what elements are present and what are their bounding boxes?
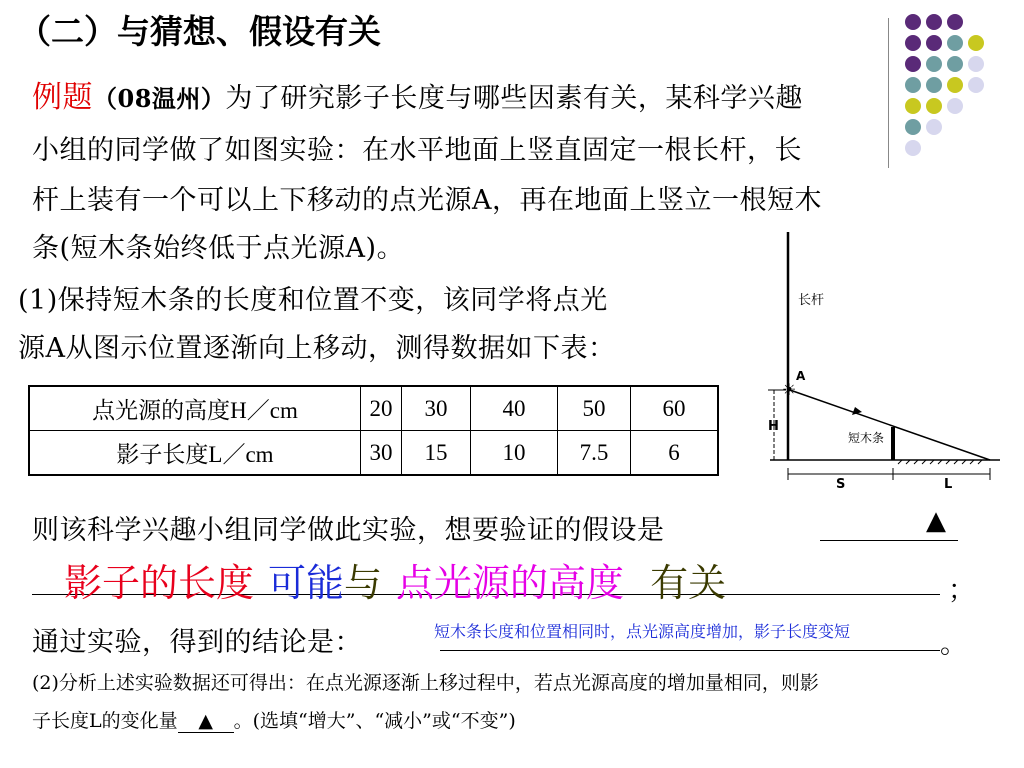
stick-label: 短木条 <box>848 431 885 445</box>
decorative-divider <box>888 18 889 168</box>
row-header: 影子长度L／cm <box>29 431 361 476</box>
experiment-diagram <box>760 222 1024 492</box>
decorative-dot <box>926 77 942 93</box>
decorative-dot <box>926 98 942 114</box>
q2-blank <box>178 710 234 733</box>
decorative-dot <box>905 98 921 114</box>
page-title: （二）与猜想、假设有关 <box>18 12 381 51</box>
q2-suffix: 。(选填“增大”、“减小”或“不变”) <box>233 710 516 732</box>
semicolon: ； <box>948 575 976 606</box>
table-cell: 7.5 <box>558 431 631 476</box>
decorative-dot <box>926 14 942 30</box>
l-label: L <box>944 477 953 492</box>
example-line-3: 杆上装有一个可以上下移动的点光源A，再在地面上竖立一根短木 <box>32 185 822 216</box>
decorative-dot <box>947 35 963 51</box>
answer-blank <box>820 540 958 541</box>
answer-part: 影子的长度 <box>64 561 255 605</box>
table-cell: 60 <box>631 386 719 431</box>
data-table <box>28 385 719 476</box>
table-cell: 30 <box>402 386 471 431</box>
decorative-dot <box>905 119 921 135</box>
example-line-4: 条(短木条始终低于点光源A)。 <box>32 233 405 264</box>
hypothesis-prompt: 则该科学兴趣小组同学做此实验，想要验证的假设是 <box>32 515 665 546</box>
answer-marker-icon: ▲ <box>926 506 946 536</box>
conclusion-blank <box>440 650 940 651</box>
answer-marker-icon: ▲ <box>198 710 213 732</box>
decorative-dot <box>968 35 984 51</box>
decorative-dot <box>926 119 942 135</box>
decorative-dot <box>905 77 921 93</box>
light-source-icon: ☀ <box>782 380 797 399</box>
table-cell: 15 <box>402 431 471 476</box>
example-line-2: 小组的同学做了如图实验：在水平地面上竖直固定一根长杆，长 <box>32 135 802 166</box>
decorative-dot <box>947 98 963 114</box>
row-header: 点光源的高度H／cm <box>29 386 361 431</box>
decorative-dot <box>926 56 942 72</box>
period: 。 <box>940 629 968 660</box>
decorative-dot <box>905 140 921 156</box>
example-label: 例题 <box>32 80 93 115</box>
decorative-dot <box>968 77 984 93</box>
example-text: 为了研究影子长度与哪些因素有关，某科学兴趣 <box>225 83 803 114</box>
question-2-line-2 <box>32 706 516 733</box>
decorative-dot-grid <box>905 14 1023 164</box>
conclusion-answer: 短木条长度和位置相同时，点光源高度增加，影子长度变短 <box>434 622 851 641</box>
table-cell: 50 <box>558 386 631 431</box>
table-cell: 30 <box>361 431 402 476</box>
decorative-dot <box>947 77 963 93</box>
s-label: S <box>836 477 846 492</box>
question-2-line-1: (2)分析上述实验数据还可得出：在点光源逐渐上移过程中，若点光源高度的增加量相同，则影 <box>32 672 819 694</box>
answer-part: 点光源的高度 <box>396 561 625 605</box>
example-source: （08温州） <box>93 84 226 113</box>
table-cell: 10 <box>471 431 558 476</box>
question-1-line-1: (1)保持短木条的长度和位置不变，该同学将点光 <box>18 285 608 316</box>
pole-label: 长杆 <box>798 293 825 308</box>
example-line-1 <box>32 72 803 116</box>
answer-part: 与 <box>344 561 383 605</box>
h-label: H <box>768 419 779 434</box>
table-row <box>29 386 718 431</box>
light-label: A <box>796 369 806 383</box>
table-row <box>29 431 718 476</box>
decorative-dot <box>968 56 984 72</box>
table-cell: 40 <box>471 386 558 431</box>
decorative-dot <box>947 14 963 30</box>
table-cell: 20 <box>361 386 402 431</box>
answer-part: 可能 <box>268 561 345 605</box>
answer-part: 有关 <box>650 561 727 605</box>
decorative-dot <box>905 14 921 30</box>
conclusion-prompt: 通过实验，得到的结论是： <box>32 627 362 658</box>
decorative-dot <box>905 56 921 72</box>
q2-prefix: 子长度L的变化量 <box>32 710 178 732</box>
decorative-dot <box>947 56 963 72</box>
table-cell: 6 <box>631 431 719 476</box>
question-1-line-2: 源A从图示位置逐渐向上移动，测得数据如下表： <box>18 333 616 364</box>
decorative-dot <box>905 35 921 51</box>
light-ray <box>790 390 990 460</box>
hypothesis-answer <box>64 552 726 607</box>
decorative-dot <box>926 35 942 51</box>
